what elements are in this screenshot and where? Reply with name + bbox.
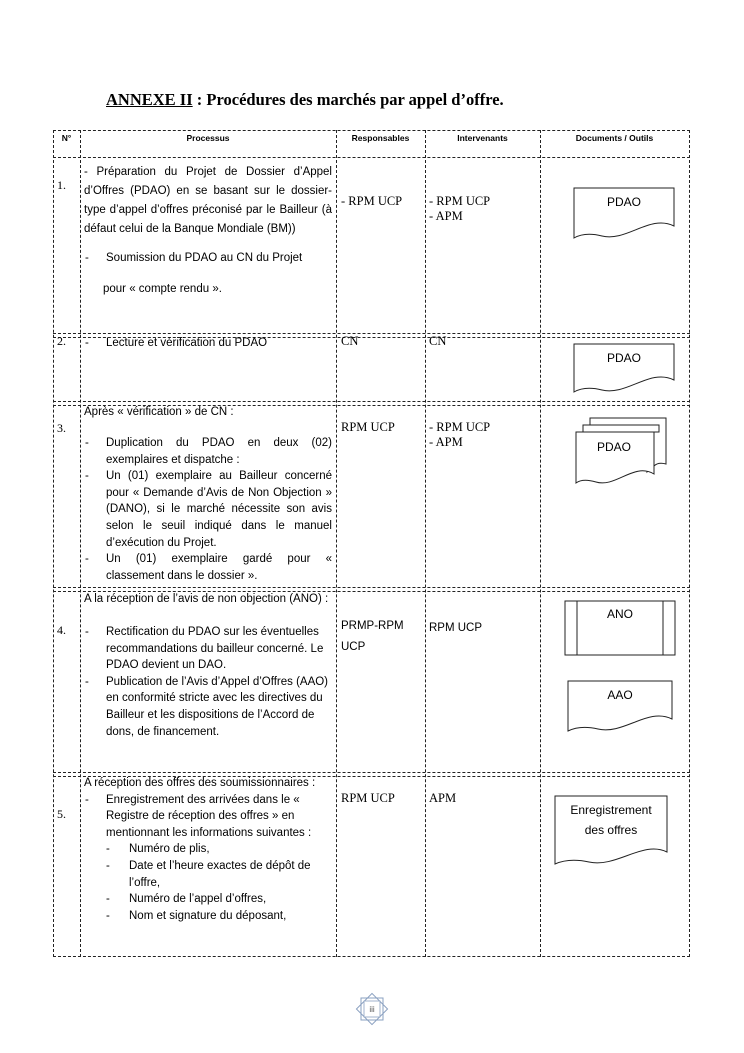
row3-multidocument-shape <box>574 416 674 494</box>
row5-document-label-2: des offres <box>584 823 638 837</box>
header-processus: Processus <box>186 133 230 143</box>
row1-document-label: PDAO <box>606 195 642 209</box>
row4-processus <box>84 590 332 740</box>
page-title <box>106 90 504 110</box>
row3-bullet-2-text: Un (01) exemplaire au Bailleur concerné pour « Demande d’Avis de Non Objection » (DANO), si le marché nécessite son avis selon le seuil indiqué dans le manuel d’exécution du Projet. <box>106 470 332 549</box>
row5-sub-2 <box>84 858 332 891</box>
row3-bullet-3 <box>84 551 332 584</box>
row5-sub-3 <box>84 891 332 908</box>
header-responsables: Responsables <box>351 133 410 143</box>
row5-responsables: RPM UCP <box>341 791 395 805</box>
row1-document-shape <box>572 186 682 244</box>
row5-intervenants: APM <box>429 791 457 805</box>
row4-bullet-1 <box>84 624 332 674</box>
header-num: N° <box>61 133 72 143</box>
col-border-right <box>689 130 690 957</box>
row5-sub-4-text: Nom et signature du déposant, <box>129 909 287 922</box>
row3-intervenant-1: - RPM UCP <box>429 420 491 434</box>
row3-bullet-1-text: Duplication du PDAO en deux (02) exemplaires et dispatche : <box>106 437 332 466</box>
row4-ano-shape <box>563 599 679 659</box>
row2-bullet-text: Lecture et vérification du PDAO <box>106 337 268 349</box>
row2-responsables: CN <box>341 334 359 348</box>
row2-intervenants: CN <box>429 334 447 348</box>
row3-bullet-3-text: Un (01) exemplaire gardé pour « classement dans le dossier ». <box>106 553 332 582</box>
row3-bullet-2-dash: - <box>85 470 89 483</box>
table-border-top <box>53 130 690 131</box>
row5-processus <box>84 775 332 924</box>
row3-intervenants <box>429 420 490 450</box>
row4-bullet-2-dash: - <box>85 675 89 688</box>
page-number: iii <box>369 1005 375 1014</box>
row1-bullet-text: Soumission du PDAO au CN du Projet <box>106 252 303 264</box>
row1-intervenant-2: - APM <box>429 209 463 223</box>
row5-number: 5. <box>57 807 66 821</box>
col-separator-num <box>80 130 81 957</box>
row3-processus <box>84 404 332 584</box>
col-separator-processus <box>336 130 337 957</box>
row5-bullet <box>84 792 332 842</box>
header-intervenants: Intervenants <box>457 133 508 143</box>
row1-bullet-dash: - <box>85 252 89 264</box>
row1-intervenant-1: - RPM UCP <box>429 194 491 208</box>
row3-responsables: RPM UCP <box>341 420 395 434</box>
row3-intro: Après « vérification » de CN : <box>84 406 234 418</box>
row3-bullet-3-dash: - <box>85 553 89 566</box>
annex-title-rest: : Procédures des marchés par appel d’offre. <box>192 90 504 109</box>
row1-intervenants <box>429 194 490 224</box>
row3-bullet-2 <box>84 468 332 551</box>
row3-document-label: PDAO <box>596 440 632 454</box>
row4-number: 4. <box>57 623 66 637</box>
row4-intro: A la réception de l’avis de non objection (ANO) : <box>84 593 329 605</box>
row4-ano-label: ANO <box>606 607 634 621</box>
row4-responsable-1: PRMP-RPM <box>341 620 404 632</box>
row1-paragraph: - Préparation du Projet de Dossier d’Appel d’Offres (PDAO) en se basant sur le dossier-type d’appel d’offres préconisé par le Bailleur (à défaut celui de la Banque Mondiale (BM)) <box>84 166 332 235</box>
row1-bullet-cont: pour « compte rendu ». <box>103 283 222 295</box>
row5-sub-1-text: Numéro de plis, <box>129 843 210 856</box>
row5-sub-1 <box>84 841 332 858</box>
row1-processus <box>84 163 332 299</box>
row2-bullet-dash: - <box>85 337 89 349</box>
row3-intervenant-2: - APM <box>429 435 463 449</box>
row5-bullet-dash: - <box>85 793 89 806</box>
row1-bullet <box>84 249 332 268</box>
row2-bullet <box>84 335 332 351</box>
header-separator <box>53 157 690 158</box>
procedures-table <box>53 130 690 957</box>
row1-responsables: - RPM UCP <box>341 194 403 208</box>
row5-document-label-1: Enregistrement <box>570 803 652 817</box>
row1-number: 1. <box>57 178 66 192</box>
row3-bullet-1-dash: - <box>85 437 89 449</box>
row2-document-shape <box>572 342 682 396</box>
row4-responsables <box>341 618 404 656</box>
row4-bullet-2 <box>84 674 332 740</box>
row4-bullet-1-text: Rectification du PDAO sur les éventuelles recommandations du bailleur concerné. Le PDAO devient un DAO. <box>106 626 324 672</box>
row5-sub-4 <box>84 908 332 925</box>
row5-document-shape <box>553 794 671 870</box>
row5-sub-1-dash: - <box>106 843 110 856</box>
row4-bullet-1-dash: - <box>85 626 89 638</box>
col-separator-responsables <box>425 130 426 957</box>
row2-processus <box>84 335 332 351</box>
row4-intervenants: RPM UCP <box>429 622 483 634</box>
row5-sub-4-dash: - <box>106 909 110 922</box>
row5-sub-3-dash: - <box>106 893 110 906</box>
row3-bullet-1 <box>84 435 332 468</box>
row5-intro: A réception des offres des soumissionnaires : <box>84 777 316 789</box>
annex-label: ANNEXE II <box>106 90 193 109</box>
row4-aao-shape <box>566 679 678 735</box>
header-documents: Documents / Outils <box>575 133 654 143</box>
table-border-bottom <box>53 956 690 957</box>
row2-number: 2. <box>57 334 66 348</box>
row4-bullet-2-text: Publication de l’Avis d’Appel d’Offres (AAO) en conformité stricte avec les directives du Bailleur et les dispositions de l’Accord de dons, de financement. <box>106 675 329 738</box>
col-border-left <box>53 130 54 957</box>
page-number-badge <box>355 992 389 1026</box>
row3-number: 3. <box>57 421 66 435</box>
row5-sub-2-text: Date et l’heure exactes de dépôt de l’offre, <box>129 859 311 889</box>
row5-bullet-text: Enregistrement des arrivées dans le « Registre de réception des offres » en mentionnant les informations suivantes : <box>106 793 312 839</box>
col-separator-intervenants <box>540 130 541 957</box>
row4-responsable-2: UCP <box>341 641 366 653</box>
row5-sub-3-text: Numéro de l’appel d’offres, <box>129 893 267 906</box>
row4-aao-label: AAO <box>607 688 633 702</box>
row2-document-label: PDAO <box>606 351 642 365</box>
row5-sub-2-dash: - <box>106 859 110 872</box>
